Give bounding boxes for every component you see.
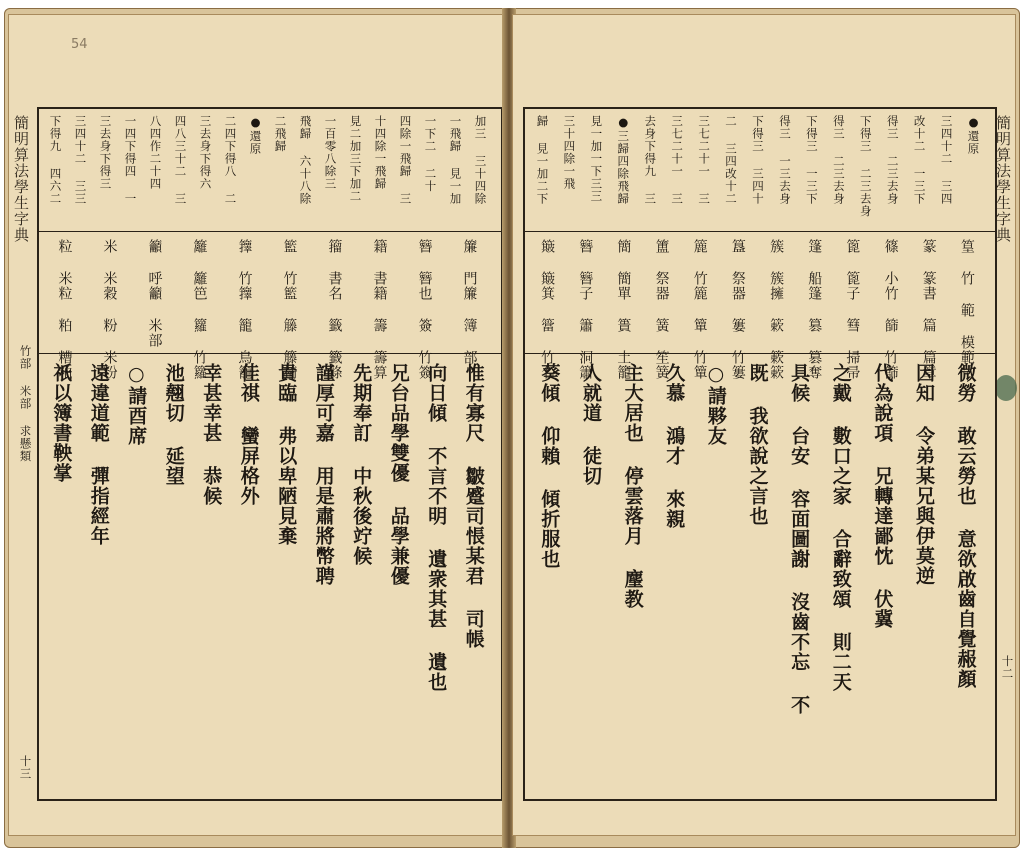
glossary-column: 簠 祭器 簧 笙簧 <box>653 239 670 380</box>
glossary-column: 簏 竹簏 簞 竹簞 <box>691 239 708 380</box>
letter-phrase-column: 佳祺 蠻屏格外 <box>237 363 260 506</box>
right-page <box>512 14 1016 836</box>
top-band-column: 下得三 二三去身 <box>858 115 873 218</box>
top-band-column: 見二加三下加二 <box>348 115 363 203</box>
letter-phrase-column: ○請酉席 <box>125 363 148 446</box>
top-band-column: 下得三 一三下 <box>804 115 819 205</box>
letter-phrase-column: 久慕 鴻才 來親 <box>663 363 686 529</box>
glossary-column: 米 米穀 粉 米粉 <box>101 239 118 380</box>
letter-phrase-column: 遠違道範 彈指經年 <box>87 363 110 546</box>
top-band-column: 下得三 三四十 <box>751 115 765 205</box>
top-band-column: 一四下得四 一 <box>123 115 138 205</box>
top-band-column: ●還原 <box>248 115 263 155</box>
top-band-column: 一百零八除三 <box>323 115 338 190</box>
top-band-column: 二 三四改十二 <box>724 115 739 205</box>
top-band-column: 四八三十二 三 <box>173 115 188 205</box>
top-band-column: 八四作二十四 <box>148 115 163 190</box>
letter-phrase-column: 池翹切 延望 <box>162 363 185 486</box>
top-band-column: ●還原 <box>966 115 981 155</box>
top-band-column: 三四十二 三四 <box>939 115 954 205</box>
top-band-column: 得三 二三去身 <box>885 115 900 205</box>
top-band-column: 飛歸 六十八除 <box>298 115 313 205</box>
left-page <box>8 14 506 836</box>
left-edge-number: 十三 <box>18 755 33 780</box>
top-band-column: 三七二十一 三 <box>670 115 685 205</box>
glossary-column: 籍 書籍 籌 籌算 <box>371 239 388 380</box>
letter-phrase-column: 人就道 徒切 <box>579 363 602 486</box>
right-edge-title: 簡明算法學生字典 <box>994 115 1012 243</box>
book-spread <box>4 8 1020 848</box>
letter-phrase-column: 謹厚可嘉 用是肅將幣聘 <box>312 363 335 586</box>
letter-phrase-column: 貴臨 弗以卑陋見棄 <box>275 363 298 546</box>
right-text-frame <box>523 107 997 801</box>
letter-phrase-column: 主大居也 停雲落月 麈教 <box>621 363 644 609</box>
top-band-column: 歸 見一加二下 <box>535 115 550 205</box>
top-band-column: 二飛歸 <box>273 115 288 153</box>
letter-phrase-column: 向日傾 不言不明 遺衆其甚 遺也 <box>425 363 448 692</box>
top-band-column: 得三 一三去身 <box>777 115 792 205</box>
glossary-column: 粒 米粒 粕 糟粕 <box>56 239 73 380</box>
glossary-column: 籲 呼籲 米部 <box>146 239 163 348</box>
glossary-column: 篷 船篷 篡 篡奪 <box>806 239 823 380</box>
top-band-column: 三四十二 三三 <box>73 115 88 205</box>
glossary-column: 籃 竹籃 籐 籐椅 <box>281 239 298 380</box>
top-band-column: 改十二 一三下 <box>912 115 927 205</box>
top-band-column: 四除一飛歸 三 <box>398 115 413 205</box>
letter-phrase-column: 兄台品學雙優 品學兼優 <box>387 363 410 586</box>
letter-phrase-column: 因知 令弟某兄與伊莫逆 <box>913 363 936 586</box>
library-seal <box>995 375 1017 401</box>
left-top-rule <box>39 231 501 232</box>
right-edge-number: 十二 <box>1000 655 1015 680</box>
top-band-column: 一下二 二十 <box>423 115 438 193</box>
top-band-column: 下得九 四六二 <box>48 115 63 205</box>
letter-phrase-column: 祇以簿書鞅掌 <box>50 363 73 483</box>
glossary-column: 簸 簸箕 簹 竹名 <box>539 239 556 380</box>
top-band-column: 三去身下得六 <box>198 115 213 190</box>
top-band-column: 加三 三十四除 <box>473 115 488 205</box>
top-band-column: 三七二十一 三 <box>697 115 712 205</box>
glossary-column: 篆 篆書 篇 篇章 <box>920 239 937 380</box>
left-edge-subtitle: 竹部 米部 求懸類 <box>18 345 33 463</box>
glossary-column: 籬 籬笆 籮 竹籮 <box>191 239 208 380</box>
top-band-column: 二四下得八 二 <box>223 115 238 205</box>
letter-phrase-column: 先期奉訂 中秋後竚候 <box>350 363 373 566</box>
glossary-column: 籀 書名 籤 籤條 <box>326 239 343 380</box>
letter-phrase-column: 具候 台安 容面圖謝 沒齒不忘 不 <box>788 363 811 715</box>
top-band-column: 十四除一飛歸 <box>373 115 388 190</box>
top-band-column: 三去身下得三 <box>98 115 113 190</box>
glossary-column: 簾 門簾 簿 部 <box>461 239 478 365</box>
top-band-column: ●三歸四除飛歸 <box>616 115 631 205</box>
letter-phrase-column: 惟有寡尺 皺蹙司悵某君 司帳 <box>462 363 485 649</box>
top-band-column: 見一加一下三三 <box>589 115 604 203</box>
letter-phrase-column: 之戴 數口之家 合辭致頌 則二天 <box>829 363 852 692</box>
glossary-column: 簇 簇擁 簌 簌簌 <box>768 239 785 380</box>
letter-phrase-column: 微勞 敢云勞也 意欲啟齒自覺赧顏 <box>954 363 977 689</box>
glossary-column: 簋 祭器 簍 竹簍 <box>729 239 746 380</box>
glossary-column: 簪 簪也 簽 竹簽 <box>416 239 433 380</box>
letter-phrase-column: 葵傾 仰賴 傾折服也 <box>538 363 561 569</box>
glossary-column: 簪 簪子 簫 洞簫 <box>577 239 594 380</box>
glossary-column: 篁 竹 範 模範 <box>958 239 975 365</box>
top-band-column: 三十四除一飛 <box>562 115 577 190</box>
glossary-column: 簡 簡單 簣 土籠 <box>615 239 632 380</box>
left-text-frame <box>37 107 503 801</box>
glossary-column: 篦 篦子 篲 掃帚 <box>844 239 861 380</box>
top-band-column: 得三 二三去身 <box>831 115 846 205</box>
letter-phrase-column: 既 我欲說之言也 <box>746 363 769 526</box>
top-band-column: 一飛歸 見一加 <box>448 115 463 205</box>
letter-phrase-column: 幸甚幸甚 恭候 <box>200 363 223 506</box>
page-number: 54 <box>71 37 88 52</box>
glossary-column: 籜 竹籜 籠 鳥籠 <box>236 239 253 380</box>
letter-phrase-column: 代為說項 兄轉達鄙忱 伏冀 <box>871 363 894 629</box>
glossary-column: 篠 小竹 篩 竹篩 <box>882 239 899 380</box>
right-top-rule <box>525 231 995 232</box>
top-band-column: 去身下得九 三 <box>643 115 658 205</box>
letter-phrase-column: ○請夥友 <box>704 363 727 446</box>
left-edge-title: 簡明算法學生字典 <box>12 115 30 243</box>
